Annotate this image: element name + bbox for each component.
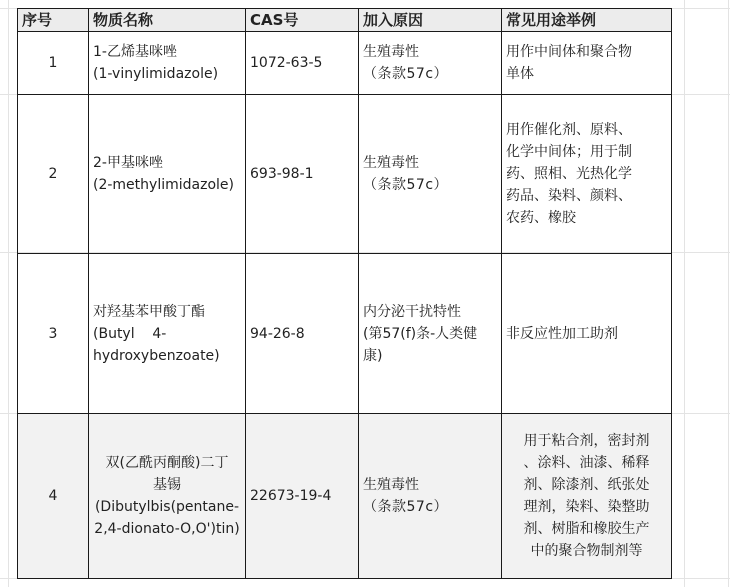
name-line: (2-methylimidazole) <box>93 177 234 193</box>
cell-cas[interactable]: 94-26-8 <box>246 254 359 414</box>
use-line: 用作催化剂、原料、 <box>506 122 632 138</box>
reason-line: （条款57c） <box>363 499 449 515</box>
reason-line: 生殖毒性 <box>363 44 419 60</box>
table-row <box>18 95 672 254</box>
gridline <box>684 0 685 587</box>
use-line: 单体 <box>506 66 534 82</box>
cell-substance-name[interactable] <box>89 32 246 95</box>
cell-cas[interactable]: 693-98-1 <box>246 95 359 254</box>
reason-line: 生殖毒性 <box>363 477 419 493</box>
gridline <box>8 0 9 587</box>
reason-line: （条款57c） <box>363 66 449 82</box>
name-line: 2,4-dionato-O,O')tin) <box>94 521 240 537</box>
cell-no[interactable]: 4 <box>18 414 89 579</box>
cell-substance-name[interactable] <box>89 254 246 414</box>
name-line: (Dibutylbis(pentane- <box>94 499 240 515</box>
header-cas[interactable]: CAS号 <box>246 9 359 32</box>
name-line: 对羟基苯甲酸丁酯 <box>93 303 205 320</box>
use-line: 化学中间体；用于制 <box>506 144 632 160</box>
use-line: 中的聚合物制剂等 <box>530 543 643 559</box>
use-line: 剂、除漆剂、纸张处 <box>523 477 650 493</box>
table-row <box>18 414 672 579</box>
reason-line: 康) <box>363 347 383 364</box>
header-reason[interactable]: 加入原因 <box>359 9 502 32</box>
table-row <box>18 254 672 414</box>
substance-table <box>17 8 672 579</box>
cell-cas[interactable]: 22673-19-4 <box>246 414 359 579</box>
use-line: 剂、树脂和橡胶生产 <box>523 521 650 537</box>
use-line: 非反应性加工助剂 <box>506 325 618 342</box>
use-line: 农药、橡胶 <box>506 210 576 226</box>
cell-substance-name[interactable] <box>89 414 246 579</box>
cell-reason[interactable] <box>359 95 502 254</box>
cell-reason[interactable] <box>359 32 502 95</box>
cell-uses[interactable] <box>502 95 672 254</box>
cell-substance-name[interactable] <box>89 95 246 254</box>
reason-line: (第57(f)条-人类健 <box>363 325 478 342</box>
cell-uses[interactable] <box>502 254 672 414</box>
use-line: 用于粘合剂，密封剂 <box>523 433 650 449</box>
use-line: 、涂料、油漆、稀释 <box>523 455 650 471</box>
name-line: 1-乙烯基咪唑 <box>93 44 177 60</box>
header-substance-name[interactable]: 物质名称 <box>89 9 246 32</box>
cell-reason[interactable] <box>359 414 502 579</box>
name-line: 双(乙酰丙酮酸)二丁 <box>105 455 229 471</box>
use-line: 药品、染料、颜料、 <box>506 188 632 204</box>
reason-line: （条款57c） <box>363 177 449 193</box>
cell-no[interactable]: 3 <box>18 254 89 414</box>
cell-reason[interactable] <box>359 254 502 414</box>
name-line: hydroxybenzoate) <box>93 347 220 364</box>
name-line: 基锡 <box>153 477 181 493</box>
header-no[interactable]: 序号 <box>18 9 89 32</box>
cell-no[interactable]: 1 <box>18 32 89 95</box>
cell-cas[interactable]: 1072-63-5 <box>246 32 359 95</box>
use-line: 药、照相、光热化学 <box>506 166 632 182</box>
use-line: 用作中间体和聚合物 <box>506 44 632 60</box>
name-line: 2-甲基咪唑 <box>93 155 163 171</box>
table-row <box>18 32 672 95</box>
header-uses[interactable]: 常见用途举例 <box>502 9 672 32</box>
name-line: (1-vinylimidazole) <box>93 66 219 82</box>
gridline <box>728 0 729 587</box>
reason-line: 内分泌干扰特性 <box>363 303 461 320</box>
table-header-row <box>18 9 672 32</box>
cell-no[interactable]: 2 <box>18 95 89 254</box>
reason-line: 生殖毒性 <box>363 155 419 171</box>
cell-uses[interactable] <box>502 32 672 95</box>
use-line: 理剂，染料、染整助 <box>523 499 650 515</box>
cell-uses[interactable] <box>502 414 672 579</box>
name-line: (Butyl 4- <box>93 325 167 342</box>
